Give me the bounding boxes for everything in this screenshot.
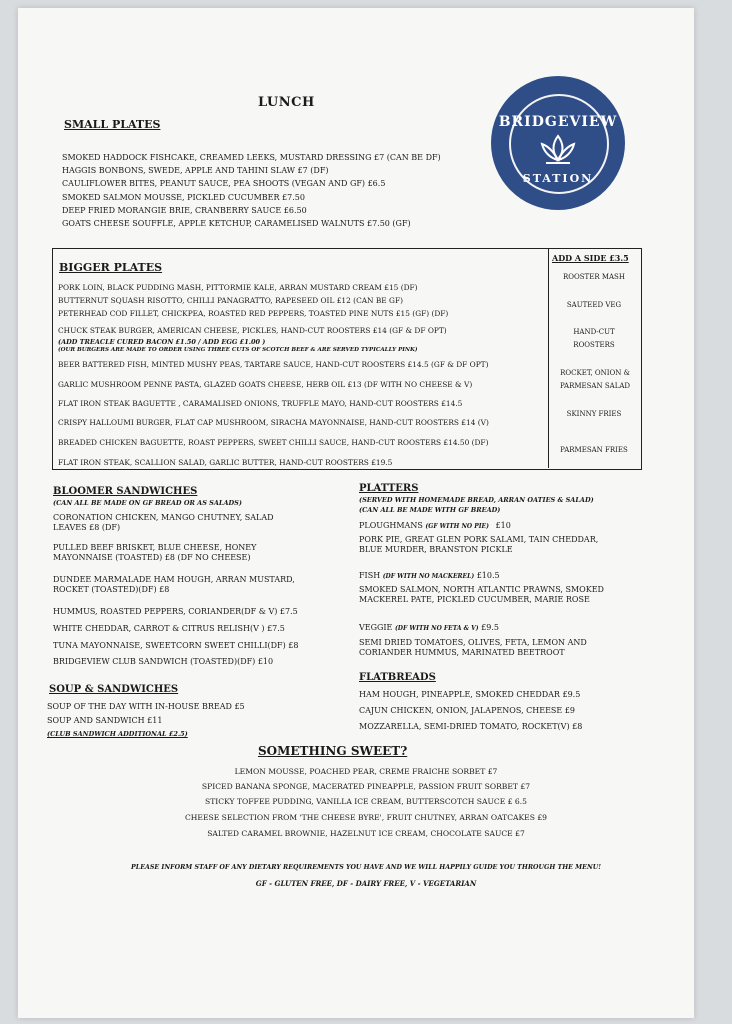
- sweet-item: LEMON MOUSSE, POACHED PEAR, CREME FRAICHE SORBET £7: [234, 767, 498, 776]
- side-item: SAUTEED VEG: [566, 301, 622, 309]
- flatbreads-heading: FLATBREADS: [359, 672, 436, 683]
- platter-name: [359, 571, 500, 581]
- burger-info-note: (OUR BURGERS ARE MADE TO ORDER USING THREE CUTS OF SCOTCH BEEF & ARE SERVED TYPICALLY PINK): [58, 347, 418, 353]
- platter-name: [359, 521, 511, 531]
- bigger-plate-item: CHUCK STEAK BURGER, AMERICAN CHEESE, PICKLES, HAND-CUT ROOSTERS £14 (GF & DF OPT): [58, 326, 447, 335]
- flatbread-item: MOZZARELLA, SEMI-DRIED TOMATO, ROCKET(V) £8: [359, 722, 583, 731]
- bigger-plate-item: CRISPY HALLOUMI BURGER, FLAT CAP MUSHROOM, SIRACHA MAYONNAISE, HAND-CUT ROOSTERS £14 (V): [58, 418, 489, 427]
- platter-price: £10.5: [476, 571, 500, 580]
- dietary-key: GF - GLUTEN FREE, DF - DAIRY FREE, V - VEGETARIAN: [255, 879, 477, 888]
- small-plate-item: DEEP FRIED MORANGIE BRIE, CRANBERRY SAUCE £6.50: [62, 206, 307, 215]
- platter-note: (DF WITH NO FETA & V): [394, 625, 479, 632]
- bloomer-heading: BLOOMER SANDWICHES: [53, 486, 198, 497]
- platter-desc: SMOKED SALMON, NORTH ATLANTIC PRAWNS, SMOKED MACKEREL PATE, PICKLED CUCUMBER, MARIE ROSE: [359, 585, 604, 604]
- platter-title: PLOUGHMANS: [359, 521, 423, 530]
- bigger-plate-item: GARLIC MUSHROOM PENNE PASTA, GLAZED GOATS CHEESE, HERB OIL £13 (DF WITH NO CHEESE & V): [58, 380, 473, 389]
- bigger-plate-item: BREADED CHICKEN BAGUETTE, ROAST PEPPERS, SWEET CHILLI SAUCE, HAND-CUT ROOSTERS £14.50 (DF): [58, 438, 489, 447]
- small-plate-item: SMOKED SALMON MOUSSE, PICKLED CUCUMBER £7.50: [62, 193, 305, 202]
- platters-note: (SERVED WITH HOMEMADE BREAD, ARRAN OATIES & SALAD): [359, 496, 594, 504]
- bloomer-item: DUNDEE MARMALADE HAM HOUGH, ARRAN MUSTARD, ROCKET (TOASTED)(DF) £8: [53, 575, 295, 594]
- small-plate-item: SMOKED HADDOCK FISHCAKE, CREAMED LEEKS, MUSTARD DRESSING £7 (CAN BE DF): [62, 153, 441, 162]
- soup-note: (CLUB SANDWICH ADDITIONAL £2.5): [47, 730, 188, 738]
- bigger-plates-heading: BIGGER PLATES: [59, 261, 163, 274]
- platter-title: VEGGIE: [359, 623, 393, 632]
- bloomer-note: (CAN ALL BE MADE ON GF BREAD OR AS SALADS): [53, 499, 242, 507]
- bigger-plate-item: PETERHEAD COD FILLET, CHICKPEA, ROASTED RED PEPPERS, TOASTED PINE NUTS £15 (GF) (DF): [58, 309, 449, 318]
- bigger-plate-item: BUTTERNUT SQUASH RISOTTO, CHILLI PANAGRATTO, RAPESEED OIL £12 (CAN BE GF): [58, 296, 403, 305]
- dietary-notice: PLEASE INFORM STAFF OF ANY DIETARY REQUIREMENTS YOU HAVE AND WE WILL HAPPILY GUIDE YOU THROUGH THE MENU!: [131, 864, 601, 871]
- platter-note: (GF WITH NO PIE): [425, 523, 489, 530]
- sweet-item: SALTED CARAMEL BROWNIE, HAZELNUT ICE CREAM, CHOCOLATE SAUCE £7: [207, 829, 525, 838]
- flatbread-item: HAM HOUGH, PINEAPPLE, SMOKED CHEDDAR £9.5: [359, 690, 581, 699]
- sweet-item: CHEESE SELECTION FROM 'THE CHEESE BYRE', FRUIT CHUTNEY, ARRAN OATCAKES £9: [184, 813, 548, 822]
- side-item: HAND-CUT ROOSTERS: [573, 328, 615, 349]
- small-plate-item: CAULIFLOWER BITES, PEANUT SAUCE, PEA SHOOTS (VEGAN AND GF) £6.5: [62, 179, 386, 188]
- sides-divider: [548, 248, 549, 468]
- platter-title: FISH: [359, 571, 381, 580]
- side-item: ROOSTER MASH: [563, 273, 625, 281]
- bloomer-item: HUMMUS, ROASTED PEPPERS, CORIANDER(DF & V) £7.5: [53, 607, 298, 616]
- bloomer-item: TUNA MAYONNAISE, SWEETCORN SWEET CHILLI(DF) £8: [53, 641, 299, 650]
- platter-price: £9.5: [481, 623, 499, 632]
- bloomer-item: BRIDGEVIEW CLUB SANDWICH (TOASTED)(DF) £10: [53, 657, 274, 666]
- logo-station: STATION: [522, 172, 594, 185]
- platters-heading: PLATTERS: [359, 483, 419, 494]
- platter-desc: SEMI DRIED TOMATOES, OLIVES, FETA, LEMON AND CORIANDER HUMMUS, MARINATED BEETROOT: [359, 638, 587, 657]
- soup-heading: SOUP & SANDWICHES: [49, 684, 179, 695]
- sweet-item: SPICED BANANA SPONGE, MACERATED PINEAPPLE, PASSION FRUIT SORBET £7: [201, 782, 531, 791]
- platter-desc: PORK PIE, GREAT GLEN PORK SALAMI, TAIN CHEDDAR, BLUE MURDER, BRANSTON PICKLE: [359, 535, 599, 554]
- sweet-item: STICKY TOFFEE PUDDING, VANILLA ICE CREAM, BUTTERSCOTCH SAUCE £ 6.5: [205, 797, 527, 806]
- side-item: SKINNY FRIES: [566, 410, 622, 418]
- sides-heading: ADD A SIDE £3.5: [552, 253, 629, 263]
- platter-price: £10: [495, 521, 511, 530]
- platters-note: (CAN ALL BE MADE WITH GF BREAD): [359, 506, 501, 514]
- side-item: ROCKET, ONION & PARMESAN SALAD: [559, 369, 631, 390]
- bloomer-item: CORONATION CHICKEN, MANGO CHUTNEY, SALAD LEAVES £8 (DF): [53, 513, 274, 532]
- bloomer-item: PULLED BEEF BRISKET, BLUE CHEESE, HONEY MAYONNAISE (TOASTED) £8 (DF NO CHEESE): [53, 543, 257, 562]
- flower-icon: [538, 134, 578, 166]
- bloomer-item: WHITE CHEDDAR, CARROT & CITRUS RELISH(V ) £7.5: [53, 624, 285, 633]
- small-plate-item: GOATS CHEESE SOUFFLE, APPLE KETCHUP, CARAMELISED WALNUTS £7.50 (GF): [62, 219, 411, 228]
- platter-name: [359, 623, 499, 633]
- small-plate-item: HAGGIS BONBONS, SWEDE, APPLE AND TAHINI SLAW £7 (DF): [62, 166, 329, 175]
- soup-item: SOUP OF THE DAY WITH IN-HOUSE BREAD £5: [47, 702, 245, 711]
- soup-item: SOUP AND SANDWICH £11: [47, 716, 163, 725]
- page-title: LUNCH: [258, 95, 315, 110]
- bigger-plate-item: PORK LOIN, BLACK PUDDING MASH, PITTORMIE KALE, ARRAN MUSTARD CREAM £15 (DF): [58, 283, 418, 292]
- bigger-plate-item: FLAT IRON STEAK BAGUETTE , CARAMALISED ONIONS, TRUFFLE MAYO, HAND-CUT ROOSTERS £14.5: [58, 399, 463, 408]
- logo-name: BRIDGEVIEW: [498, 114, 618, 130]
- sweet-heading: SOMETHING SWEET?: [258, 744, 408, 758]
- flatbread-item: CAJUN CHICKEN, ONION, JALAPENOS, CHEESE £9: [359, 706, 575, 715]
- platter-note: (DF WITH NO MACKEREL): [382, 573, 475, 580]
- small-plates-heading: SMALL PLATES: [64, 118, 161, 131]
- bigger-plate-item: FLAT IRON STEAK, SCALLION SALAD, GARLIC BUTTER, HAND-CUT ROOSTERS £19.5: [58, 458, 393, 467]
- bridgeview-logo: [491, 76, 625, 210]
- side-item: PARMESAN FRIES: [560, 446, 628, 454]
- bigger-plate-item: BEER BATTERED FISH, MINTED MUSHY PEAS, TARTARE SAUCE, HAND-CUT ROOSTERS £14.5 (GF & DF OPT): [58, 360, 489, 369]
- burger-addons-note: (ADD TREACLE CURED BACON £1.50 / ADD EGG £1.00 ): [58, 338, 266, 346]
